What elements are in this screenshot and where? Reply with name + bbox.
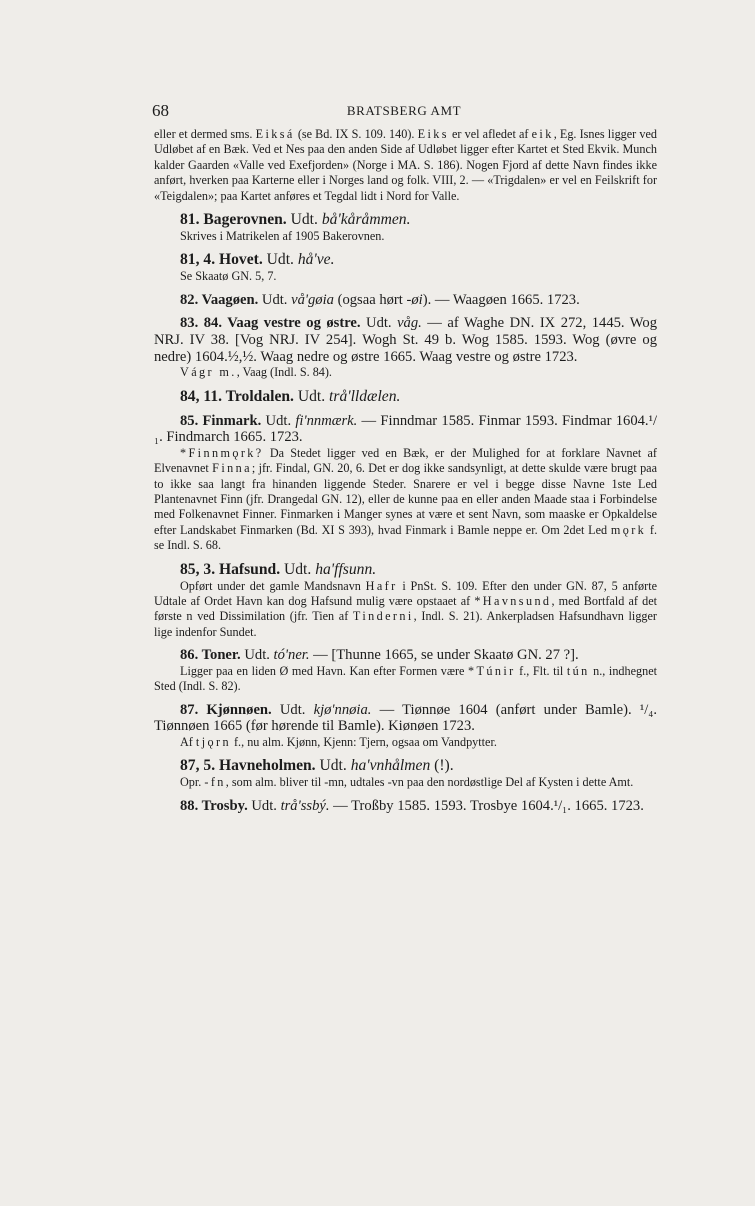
pronunciation: -øi <box>406 291 423 308</box>
text-run: ; jfr. Findal, GN. 20, 6. Det er dog ikke sandsynligt, at dette skulde være brugt paa to ikke saa langt fra hinanden liggende Steder. Snarere er vel i begge disse Navne 1ste Led Plantenavnet Finn (jfr. Drangedal GN. 12), eller de kunne paa en eller anden Maade staa i Forbindelse med Folkenavnet Finner. Finmarken i Manger synes at være et sent Navn, som maaske er Opkaldelse efter Landskabet Finmarken (Bd. XI S 393), hvad Finmark i Bamle neppe er. Om 2det Led <box>154 461 657 537</box>
text-run: (se Bd. IX S. 109. 140). <box>294 127 418 141</box>
text-run: Udt. <box>271 701 314 718</box>
text-run: Udt. <box>240 647 274 664</box>
text-run: n., indhegnet Sted (Indl. S. 82). <box>154 663 657 694</box>
text-run: Opført under det gamle Mandsnavn <box>180 578 366 593</box>
entry-paragraph <box>154 315 657 365</box>
running-title: BRATSBERG AMT <box>346 103 462 118</box>
spaced-term: eik <box>531 127 554 141</box>
note-paragraph <box>154 446 657 554</box>
note-paragraph <box>154 579 657 641</box>
note-paragraph <box>154 664 657 695</box>
spaced-term: -fn <box>204 775 226 790</box>
entry-heading: 86. Toner. <box>180 647 241 664</box>
page-header <box>152 101 656 123</box>
text-run: — Tiønnøe 1604 (anført under Bamle). ¹/₄. Tiønnøen 1665 (før hørende til Bamle). Kiønøen 1723. <box>154 701 657 735</box>
text-run: , Indl. S. 21). Ankerpladsen Hafsundhavn ligger lige indenfor Sundet. <box>154 609 657 639</box>
entry-heading: 82. Vaagøen. <box>180 291 259 308</box>
text-run: Udt. <box>315 757 351 775</box>
entry-paragraph <box>154 798 657 815</box>
pronunciation: vå'gøia <box>291 291 334 308</box>
text-run: er vel afledet af <box>448 127 532 141</box>
text-run: Ligger paa en liden Ø med Havn. Kan efter Formen være <box>180 663 469 678</box>
text-run: Udt. <box>293 387 330 405</box>
entry-heading: 81, 4. Hovet. <box>180 251 263 269</box>
spaced-term: Finna <box>212 461 252 476</box>
text-run: , som alm. bliver til -mn, udtales -vn paa den nordøstlige Del af Kysten i dette Amt. <box>225 775 634 790</box>
entry-paragraph <box>154 647 657 664</box>
text-run: Udt. <box>261 412 296 429</box>
spaced-term: tún <box>566 663 590 678</box>
pronunciation: tó'ner. <box>273 647 310 664</box>
text-run: Da Stedet ligger ved en Bæk, er der Mulighed for at forklare Navnet af Elvenavnet <box>154 445 657 476</box>
spaced-term: Tinderni <box>352 609 414 624</box>
text-run: Opr. <box>180 775 205 790</box>
text-run: Af <box>180 734 196 749</box>
pronunciation: fi'nnmærk. <box>295 412 358 429</box>
pronunciation: ha'ffsunn. <box>315 560 377 578</box>
entry-paragraph <box>154 251 657 269</box>
text-run: eller et dermed sms. <box>154 127 256 141</box>
spaced-term: mǫrk <box>610 522 647 537</box>
text-run: ). — Waagøen 1665. 1723. <box>422 291 580 308</box>
entry-heading: 81. Bagerovnen. <box>180 211 287 229</box>
text-run: f., nu alm. Kjønn, Kjenn: Tjern, ogsaa om Vandpytter. <box>230 734 497 749</box>
entry-heading: 85, 3. Hafsund. <box>180 560 281 578</box>
note-paragraph <box>154 775 657 790</box>
pronunciation: ha'vnhålmen <box>350 757 431 775</box>
entry-paragraph <box>154 292 657 309</box>
entry-heading: 88. Trosby. <box>180 797 248 814</box>
pronunciation: kjø'nnøia. <box>313 701 372 718</box>
spaced-term: Vágr m. <box>180 365 237 380</box>
pronunciation: trå'lldælen. <box>329 387 401 405</box>
text-run: — [Thunne 1665, se under Skaatø GN. 27 ?]. <box>309 647 579 664</box>
text-run: f. se Indl. S. 68. <box>154 522 658 553</box>
text-run: Udt. <box>280 560 316 578</box>
spaced-term: *Túnir <box>468 663 516 678</box>
entry-paragraph <box>154 561 657 579</box>
note-paragraph <box>154 269 657 284</box>
entry-heading: 87, 5. Havneholmen. <box>180 757 316 775</box>
spaced-term: tjǫrn <box>195 734 231 749</box>
spaced-term: Eiksá <box>255 127 295 141</box>
text-run: — af Waghe DN. IX 272, 1445. Wog NRJ. IV 38. [Vog NRJ. IV 254]. Wogh St. 49 b. Wog 1585. 1593. Wog (øvre og nedre) 1604.½,½. Waag nedre og østre 1665. Waag vestre og østre 1723. <box>154 315 657 365</box>
text-run: , med Bortfald af det første n ved Dissimilation (jfr. Tien af <box>154 594 657 624</box>
text-run: Udt. <box>262 251 298 269</box>
entry-paragraph <box>154 211 657 229</box>
text-run: Udt. <box>258 291 292 308</box>
text-run: Se Skaatø GN. 5, 7. <box>180 269 277 284</box>
note-paragraph <box>154 127 657 204</box>
entry-heading: 83. 84. Vaag vestre og østre. <box>180 315 361 332</box>
text-run: Udt. <box>286 211 322 229</box>
pronunciation: bå'kåråmmen. <box>321 211 411 229</box>
entry-heading: 87. Kjønnøen. <box>180 701 272 718</box>
spaced-term: *Havnsund <box>474 594 552 609</box>
text-run: , Vaag (Indl. S. 84). <box>236 365 332 380</box>
entry-heading: 84, 11. Troldalen. <box>180 387 294 405</box>
page-number: 68 <box>152 101 169 120</box>
entry-paragraph <box>154 388 657 406</box>
text-run: f., Flt. til <box>515 663 567 678</box>
spaced-term: Hafr <box>365 578 398 593</box>
text-run: Udt. <box>247 797 281 814</box>
pronunciation: hå've. <box>297 251 335 269</box>
text-run: , Eg. Isnes ligger ved Udløbet af en Bæk. Ved et Nes paa den anden Side af Udløbet ligger efter Kartet et Sted Ekvik. Munch kalder Gaarden «Valle ved Exefjorden» (Norge i MA. S. 186). Nogen Fjord af dette Navn findes ikke anført, hverken paa Karterne eller i Norges land og folk. VIII, 2. — «Trigdalen» er vel en Feilskrift for «Teigdalen»; paa Kartet anføres et Tegdal lidt i Nord for Valle. <box>154 127 657 203</box>
entry-paragraph <box>154 757 657 775</box>
entry-paragraph <box>154 413 657 446</box>
text-run: — Finndmar 1585. Finmar 1593. Findmar 1604.¹/₁. Findmarch 1665. 1723. <box>154 412 658 446</box>
note-paragraph <box>154 365 657 380</box>
text-run: (!). <box>430 757 454 775</box>
text-run: (ogsaa hørt <box>333 291 407 308</box>
note-paragraph <box>154 735 657 750</box>
entry-heading: 85. Finmark. <box>180 412 262 429</box>
text-run: — Troßby 1585. 1593. Trosbye 1604.¹/₁. 1665. 1723. <box>329 797 644 814</box>
pronunciation: våg. <box>397 315 422 332</box>
spaced-term: *Finnmǫrk? <box>180 445 264 460</box>
main-text <box>154 127 657 814</box>
note-paragraph <box>154 229 657 244</box>
text-run: Udt. <box>360 315 398 332</box>
text-run: i PnSt. S. 109. Efter den under GN. 87, 5 anførte Udtale af Ordet Havn kan dog Hafsund mulig være opstaaet af <box>154 578 657 609</box>
entry-paragraph <box>154 702 657 735</box>
pronunciation: trå'ssbý. <box>280 797 330 814</box>
spaced-term: Eiks <box>417 127 449 141</box>
text-run: Skrives i Matrikelen af 1905 Bakerovnen. <box>180 229 385 244</box>
